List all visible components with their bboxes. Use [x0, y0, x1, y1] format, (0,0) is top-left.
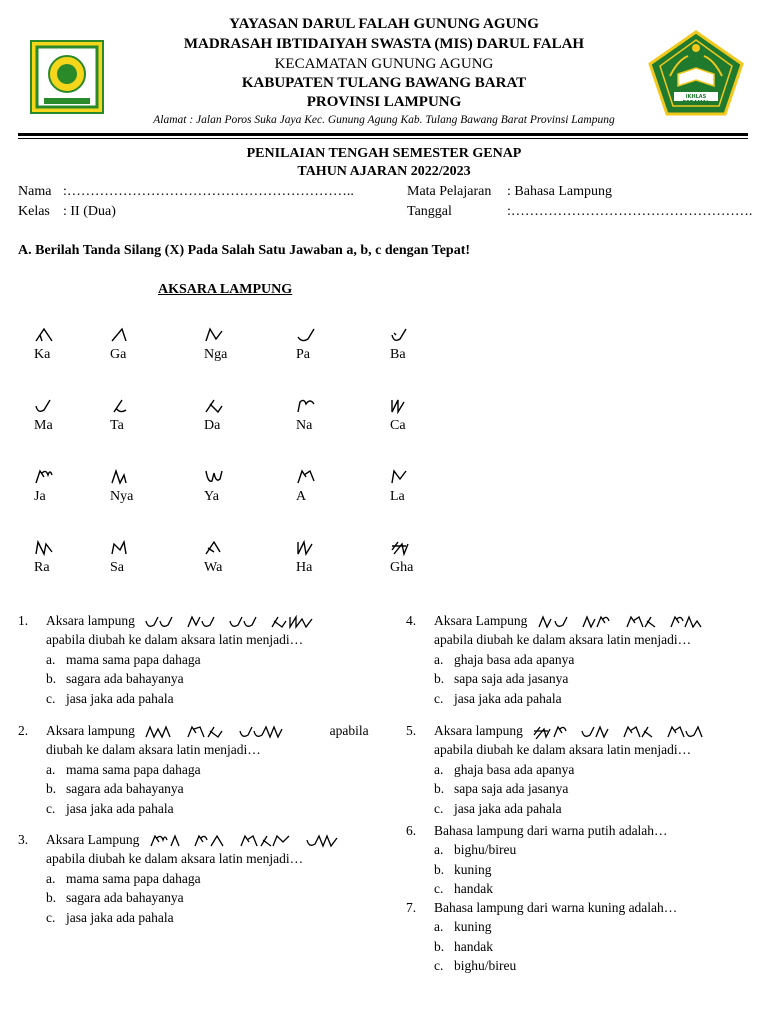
- header-district: KECAMATAN GUNUNG AGUNG: [274, 56, 494, 72]
- aksara-na-glyph: [296, 398, 318, 414]
- question-4: [406, 611, 756, 711]
- question-6: [406, 821, 756, 899]
- question-number: 6.: [406, 823, 417, 838]
- question-number: 3.: [18, 832, 29, 847]
- option-c[interactable]: c. handak: [434, 881, 493, 897]
- aksara-item: [110, 469, 190, 505]
- aksara-label: Ja: [34, 489, 46, 504]
- aksara-ha-glyph: [296, 540, 318, 556]
- header-regency: KABUPATEN TULANG BAWANG BARAT: [241, 75, 527, 91]
- option-c[interactable]: c. jasa jaka ada pahala: [46, 909, 174, 925]
- option-c[interactable]: c. bighu/bireu: [434, 958, 517, 974]
- header-foundation: YAYASAN DARUL FALAH GUNUNG AGUNG: [229, 16, 539, 32]
- aksara-script-glyphs: [144, 725, 320, 739]
- option-b[interactable]: b. kuning: [434, 861, 492, 877]
- aksara-ca-glyph: [390, 398, 412, 414]
- aksara-label: Gha: [390, 560, 414, 575]
- nama-label: Nama: [18, 184, 52, 199]
- aksara-label: Nya: [110, 489, 134, 504]
- aksara-item: [34, 540, 114, 576]
- question-2: [18, 721, 388, 821]
- option-a[interactable]: a. ghaja basa ada apanya: [434, 761, 575, 777]
- question-7: [406, 898, 756, 976]
- kelas-label: Kelas: [18, 204, 50, 219]
- question-tail: apabila: [329, 723, 369, 738]
- question-lead: Aksara lampung: [46, 723, 135, 738]
- aksara-label: Ma: [34, 418, 53, 433]
- aksara-da-glyph: [204, 398, 226, 414]
- aksara-script-glyphs: [532, 725, 708, 739]
- exam-year: TAHUN AJARAN 2022/2023: [297, 164, 471, 179]
- aksara-ba-glyph: [390, 327, 412, 343]
- question-number: 7.: [406, 900, 417, 915]
- question-lead: Aksara Lampung: [46, 832, 140, 847]
- aksara-label: Ca: [390, 418, 406, 433]
- kelas-value: : II (Dua): [63, 204, 116, 219]
- aksara-item: [204, 540, 284, 576]
- aksara-label: Nga: [204, 347, 228, 362]
- aksara-label: Ta: [110, 418, 124, 433]
- aksara-item: [296, 398, 376, 434]
- mapel-label: Mata Pelajaran: [407, 184, 492, 199]
- question-lead: Aksara lampung: [46, 613, 135, 628]
- aksara-pa-glyph: [296, 327, 318, 343]
- question-prompt: apabila diubah ke dalam aksara latin menjadi…: [434, 742, 692, 758]
- option-a[interactable]: a. mama sama papa dahaga: [46, 761, 201, 777]
- option-a[interactable]: a. ghaja basa ada apanya: [434, 651, 575, 667]
- option-b[interactable]: b. sagara ada bahayanya: [46, 890, 184, 906]
- question-text: Bahasa lampung dari warna putih adalah…: [434, 823, 668, 838]
- question-3: [18, 830, 388, 930]
- aksara-script-glyphs: [537, 615, 713, 629]
- question-lead: Aksara lampung: [434, 723, 523, 738]
- aksara-sa-glyph: [110, 540, 132, 556]
- header-address: Alamat : Jalan Poros Suka Jaya Kec. Gunung Agung Kab. Tulang Bawang Barat Provinsi Lampung: [153, 114, 615, 126]
- aksara-la-glyph: [390, 469, 412, 485]
- aksara-item: [110, 327, 190, 363]
- header-school: MADRASAH IBTIDAIYAH SWASTA (MIS) DARUL FALAH: [183, 36, 585, 52]
- question-prompt: apabila diubah ke dalam aksara latin menjadi…: [434, 632, 692, 648]
- header-divider-thick: [18, 133, 748, 136]
- aksara-a-glyph: [296, 469, 318, 485]
- aksara-item: [390, 398, 470, 434]
- aksara-nya-glyph: [110, 469, 132, 485]
- question-text: Bahasa lampung dari warna kuning adalah…: [434, 900, 678, 915]
- aksara-item: [34, 327, 114, 363]
- question-1: [18, 611, 388, 711]
- exam-title: PENILAIAN TENGAH SEMESTER GENAP: [246, 146, 522, 161]
- option-c[interactable]: c. jasa jaka ada pahala: [434, 690, 562, 706]
- aksara-ga-glyph: [110, 327, 132, 343]
- aksara-label: Ba: [390, 347, 406, 362]
- option-b[interactable]: b. sapa saja ada jasanya: [434, 671, 569, 687]
- mapel-value: : Bahasa Lampung: [507, 184, 612, 199]
- aksara-label: Ga: [110, 347, 127, 362]
- header-province: PROVINSI LAMPUNG: [306, 94, 462, 110]
- aksara-nga-glyph: [204, 327, 226, 343]
- aksara-label: A: [296, 489, 307, 504]
- question-lead: Aksara Lampung: [434, 613, 528, 628]
- nama-field[interactable]: :……………………………………………………..: [63, 184, 354, 199]
- aksara-item: [204, 469, 284, 505]
- instruction-text: A. Berilah Tanda Silang (X) Pada Salah Satu Jawaban a, b, c dengan Tepat!: [18, 243, 471, 258]
- question-5: [406, 721, 756, 821]
- tanggal-label: Tanggal: [407, 204, 452, 219]
- header-divider-thin: [18, 138, 748, 139]
- aksara-item: [390, 327, 470, 363]
- option-b[interactable]: b. sapa saja ada jasanya: [434, 781, 569, 797]
- aksara-item: [204, 398, 284, 434]
- aksara-ta-glyph: [110, 398, 132, 414]
- question-prompt: apabila diubah ke dalam aksara latin menjadi…: [46, 632, 304, 648]
- question-prompt: apabila diubah ke dalam aksara latin menjadi…: [46, 851, 304, 867]
- aksara-script-glyphs: [149, 834, 349, 848]
- aksara-item: [204, 327, 284, 363]
- aksara-item: [390, 540, 470, 576]
- aksara-item: [110, 398, 190, 434]
- aksara-label: Da: [204, 418, 221, 433]
- aksara-label: Sa: [110, 560, 124, 575]
- option-c[interactable]: c. jasa jaka ada pahala: [434, 800, 562, 816]
- option-a[interactable]: a. mama sama papa dahaga: [46, 651, 201, 667]
- option-b[interactable]: b. sagara ada bahayanya: [46, 781, 184, 797]
- question-number: 2.: [18, 723, 29, 738]
- aksara-item: [390, 469, 470, 505]
- question-number: 1.: [18, 613, 29, 628]
- aksara-label: Ka: [34, 347, 51, 362]
- aksara-item: [34, 398, 114, 434]
- aksara-item: [296, 327, 376, 363]
- aksara-ka-glyph: [34, 327, 56, 343]
- aksara-ya-glyph: [204, 469, 226, 485]
- logo-right-caption: IKHLAS BERAMAL: [682, 94, 710, 106]
- option-b[interactable]: b. sagara ada bahayanya: [46, 671, 184, 687]
- option-c[interactable]: c. jasa jaka ada pahala: [46, 800, 174, 816]
- option-a[interactable]: a. bighu/bireu: [434, 842, 517, 858]
- aksara-gha-glyph: [390, 540, 412, 556]
- aksara-label: Ya: [204, 489, 219, 504]
- aksara-item: [110, 540, 190, 576]
- tanggal-field[interactable]: :…………………………………………….: [507, 204, 753, 219]
- aksara-script-glyphs: [144, 615, 320, 629]
- option-a[interactable]: a. kuning: [434, 919, 492, 935]
- aksara-item: [34, 469, 114, 505]
- question-number: 5.: [406, 723, 417, 738]
- aksara-item: [296, 540, 376, 576]
- aksara-label: Pa: [296, 347, 310, 362]
- question-prompt: diubah ke dalam aksara latin menjadi…: [46, 742, 261, 758]
- aksara-ra-glyph: [34, 540, 56, 556]
- aksara-wa-glyph: [204, 540, 226, 556]
- aksara-title: AKSARA LAMPUNG: [158, 282, 293, 297]
- option-c[interactable]: c. jasa jaka ada pahala: [46, 690, 174, 706]
- aksara-ja-glyph: [34, 469, 56, 485]
- aksara-label: Na: [296, 418, 313, 433]
- aksara-label: Ha: [296, 560, 313, 575]
- question-number: 4.: [406, 613, 417, 628]
- aksara-label: La: [390, 489, 405, 504]
- option-b[interactable]: b. handak: [434, 938, 493, 954]
- aksara-label: Wa: [204, 560, 223, 575]
- aksara-item: [296, 469, 376, 505]
- option-a[interactable]: a. mama sama papa dahaga: [46, 870, 201, 886]
- aksara-ma-glyph: [34, 398, 56, 414]
- aksara-label: Ra: [34, 560, 50, 575]
